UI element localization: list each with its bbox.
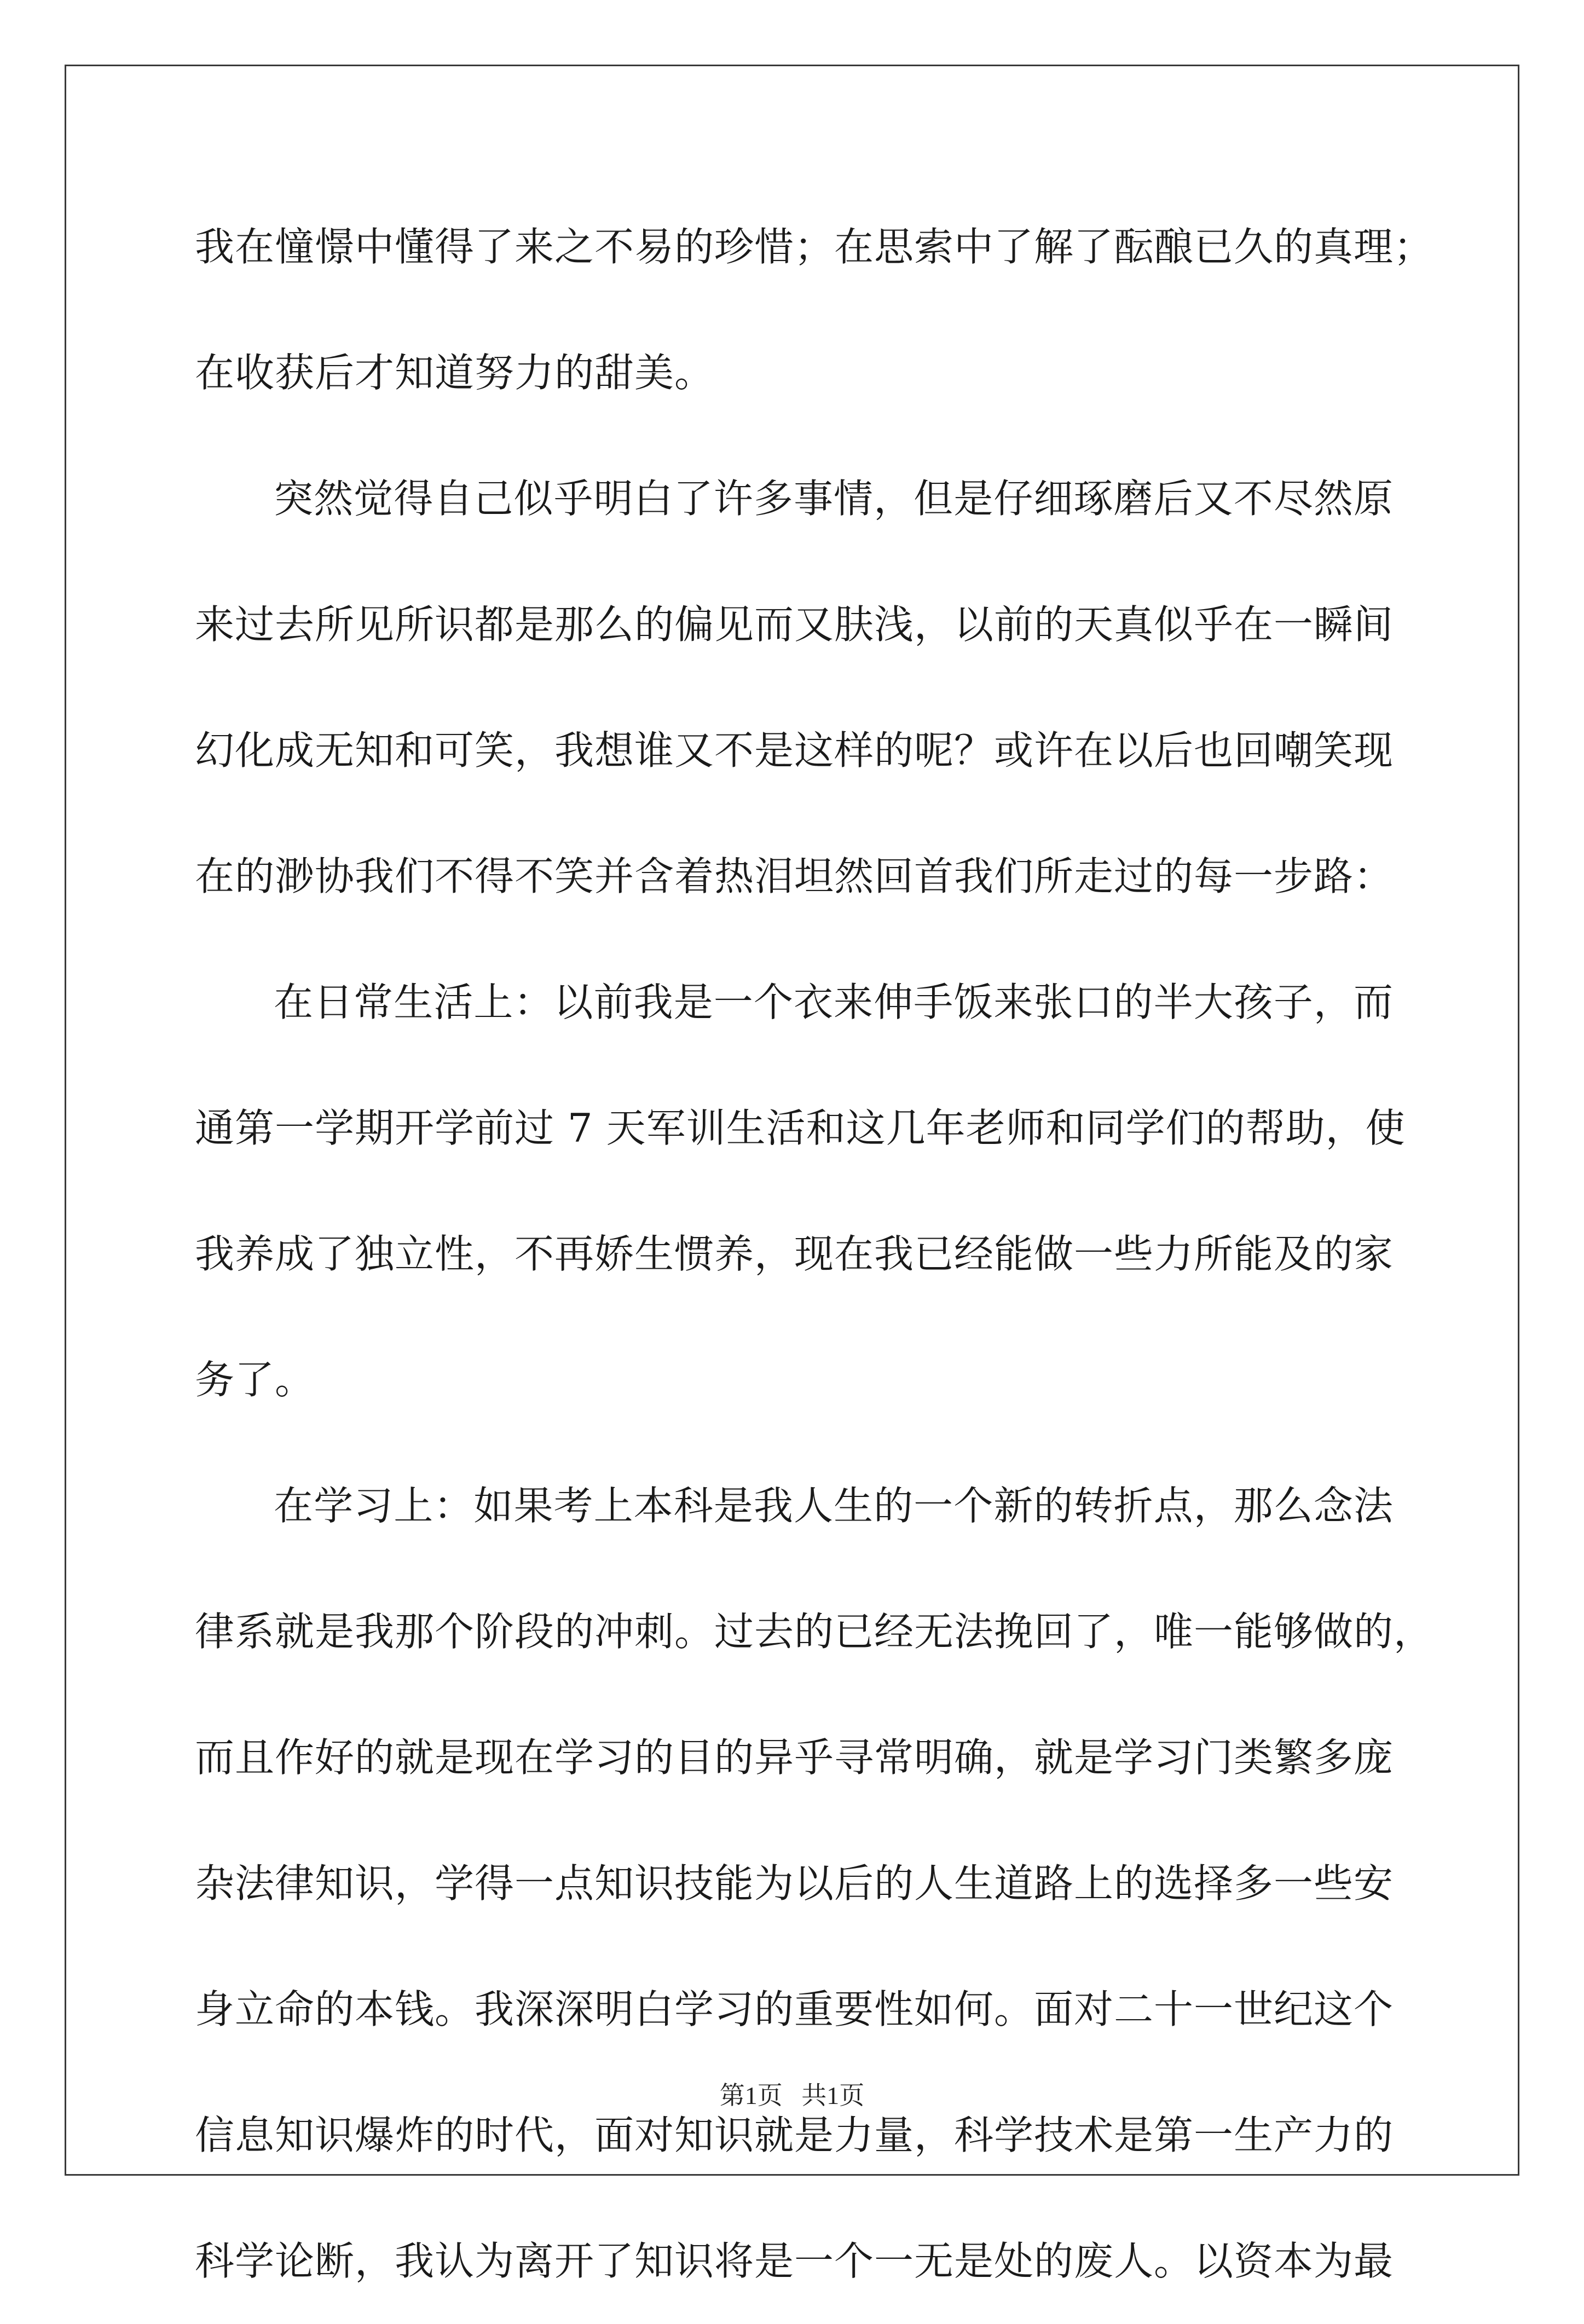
paragraph-line: 在收获后才知道努力的甜美。: [195, 350, 715, 396]
paragraph-line: 来过去所见所识都是那么的偏见而又肤浅，以前的天真似乎在一瞬间: [195, 602, 1394, 648]
paragraph-line: 在日常生活上：以前我是一个衣来伸手饭来张口的半大孩子，而: [274, 979, 1394, 1025]
paragraph-line: 身立命的本钱。我深深明白学习的重要性如何。面对二十一世纪这个: [195, 1986, 1394, 2032]
paragraph-line: 科学论断，我认为离开了知识将是一个一无是处的废人。以资本为最: [195, 2238, 1394, 2284]
paragraph-line: 务了。: [195, 1357, 315, 1403]
paragraph-line: 我养成了独立性，不再娇生惯养，现在我已经能做一些力所能及的家: [195, 1231, 1394, 1277]
paragraph-line: 而且作好的就是现在学习的目的异乎寻常明确，就是学习门类繁多庞: [195, 1735, 1394, 1780]
paragraph-line: 我在憧憬中懂得了来之不易的珍惜；在思索中了解了酝酿已久的真理；: [195, 224, 1434, 270]
paragraph-line: 在学习上：如果考上本科是我人生的一个新的转折点，那么念法: [274, 1483, 1394, 1529]
paragraph-line: 信息知识爆炸的时代，面对知识就是力量，科学技术是第一生产力的: [195, 2112, 1394, 2158]
paragraph-line: 突然觉得自己似乎明白了许多事情，但是仔细琢磨后又不尽然原: [274, 476, 1394, 522]
paragraph-line: 通第一学期开学前过 7 天军训生活和这几年老师和同学们的帮助，使: [195, 1105, 1406, 1151]
paragraph-line: 律系就是我那个阶段的冲刺。过去的已经无法挽回了，唯一能够做的，: [195, 1609, 1434, 1655]
paragraph-line: 在的渺协我们不得不笑并含着热泪坦然回首我们所走过的每一步路：: [195, 853, 1394, 899]
page-footer: 第1页 共1页: [719, 2082, 865, 2109]
paragraph-line: 杂法律知识，学得一点知识技能为以后的人生道路上的选择多一些安: [195, 1860, 1394, 1906]
paragraph-line: 幻化成无知和可笑，我想谁又不是这样的呢？或许在以后也回嘲笑现: [195, 727, 1394, 773]
